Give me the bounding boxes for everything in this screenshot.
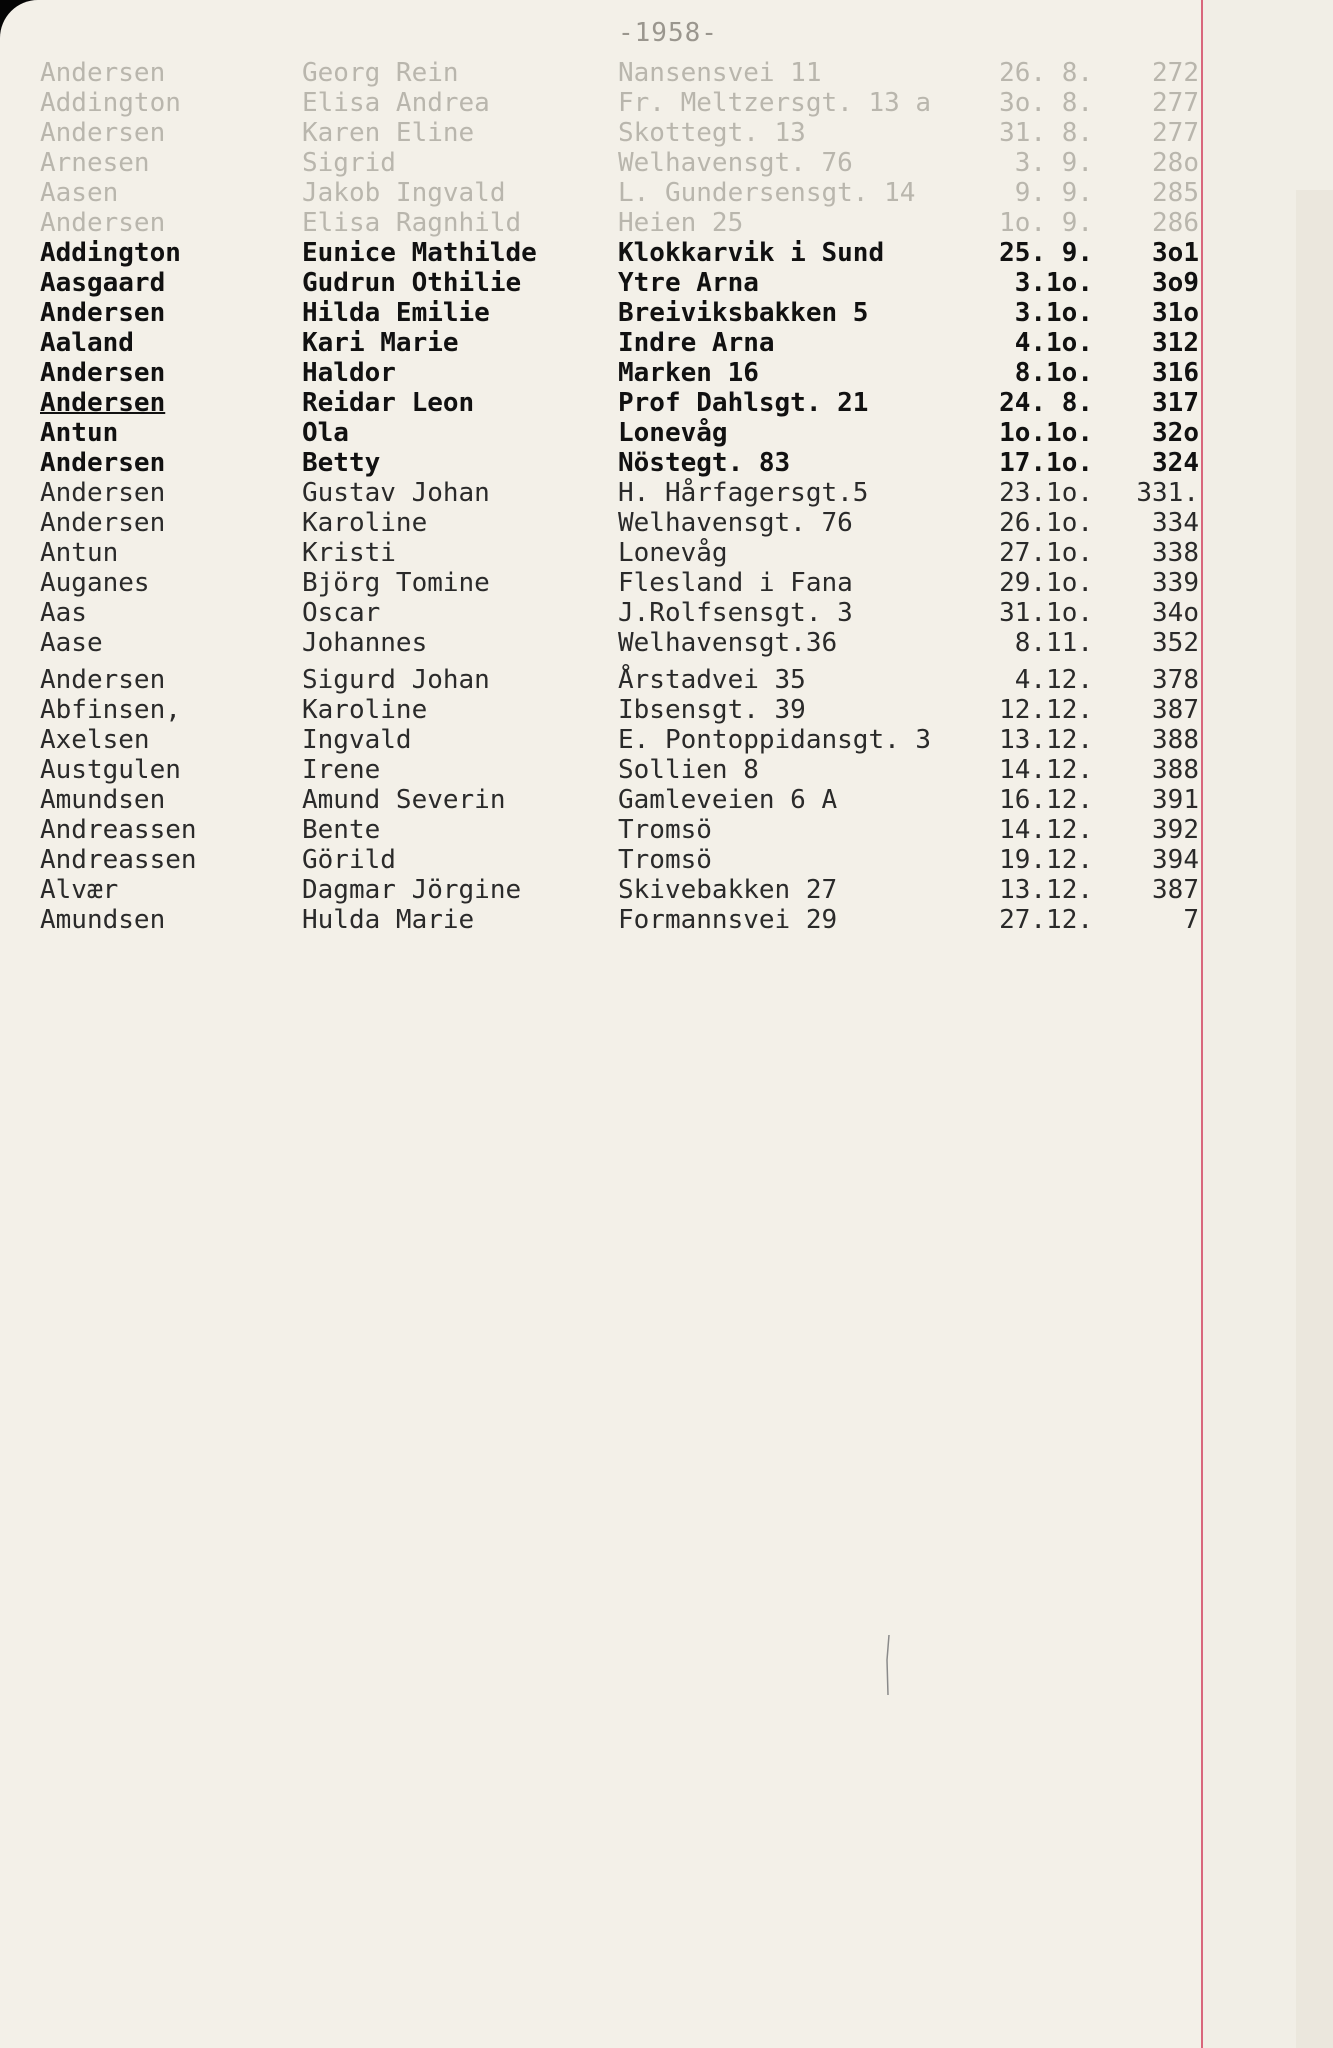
address-cell: E. Pontoppidansgt. 3 xyxy=(618,725,932,755)
surname-cell: Addington xyxy=(40,88,181,118)
register-row xyxy=(0,418,1200,448)
surname-cell: Andersen xyxy=(40,665,166,695)
address-cell: Prof Dahlsgt. 21 xyxy=(618,388,869,418)
register-row xyxy=(0,815,1200,845)
register-row xyxy=(0,118,1200,148)
given-names-cell: Hilda Emilie xyxy=(302,298,490,328)
address-cell: L. Gundersensgt. 14 xyxy=(618,178,916,208)
date-cell: 12.12. xyxy=(999,695,1093,725)
register-row xyxy=(0,755,1200,785)
entry-number-cell: 32o xyxy=(1152,418,1199,448)
surname-cell: Arnesen xyxy=(40,148,150,178)
given-names-cell: Kristi xyxy=(302,538,396,568)
address-cell: Gamleveien 6 A xyxy=(618,785,838,815)
register-row xyxy=(0,905,1200,935)
surname-cell: Axelsen xyxy=(40,725,150,755)
surname-cell: Andersen xyxy=(40,388,166,418)
given-names-cell: Haldor xyxy=(302,358,396,388)
date-cell: 9. 9. xyxy=(1014,178,1093,208)
surname-cell: Aasgaard xyxy=(40,268,166,298)
register-row xyxy=(0,785,1200,815)
register-row xyxy=(0,725,1200,755)
register-row xyxy=(0,845,1200,875)
given-names-cell: Karoline xyxy=(302,508,428,538)
date-cell: 3. 9. xyxy=(1014,148,1093,178)
given-names-cell: Karoline xyxy=(302,695,428,725)
date-cell: 16.12. xyxy=(999,785,1093,815)
entry-number-cell: 392 xyxy=(1152,815,1199,845)
entry-number-cell: 352 xyxy=(1152,628,1199,658)
entry-number-cell: 272 xyxy=(1152,58,1199,88)
entry-number-cell: 34o xyxy=(1152,598,1199,628)
given-names-cell: Johannes xyxy=(302,628,428,658)
given-names-cell: Ingvald xyxy=(302,725,412,755)
page-header: -1958- xyxy=(618,18,718,48)
register-row xyxy=(0,328,1200,358)
address-cell: Welhavensgt. 76 xyxy=(618,508,853,538)
date-cell: 24. 8. xyxy=(999,388,1093,418)
register-row xyxy=(0,695,1200,725)
address-cell: Marken 16 xyxy=(618,358,759,388)
surname-cell: Andersen xyxy=(40,358,166,388)
given-names-cell: Bente xyxy=(302,815,381,845)
given-names-cell: Reidar Leon xyxy=(302,388,475,418)
register-row xyxy=(0,268,1200,298)
surname-cell: Andersen xyxy=(40,478,166,508)
date-cell: 25. 9. xyxy=(999,238,1093,268)
surname-cell: Andersen xyxy=(40,58,166,88)
surname-cell: Amundsen xyxy=(40,785,166,815)
address-cell: Klokkarvik i Sund xyxy=(618,238,885,268)
address-cell: Tromsö xyxy=(618,815,712,845)
address-cell: Skivebakken 27 xyxy=(618,875,838,905)
address-cell: Fr. Meltzersgt. 13 a xyxy=(618,88,932,118)
address-cell: Nöstegt. 83 xyxy=(618,448,791,478)
entry-number-cell: 388 xyxy=(1152,725,1199,755)
entry-number-cell: 391 xyxy=(1152,785,1199,815)
surname-cell: Auganes xyxy=(40,568,150,598)
entry-number-cell: 378 xyxy=(1152,665,1199,695)
surname-cell: Abfinsen, xyxy=(40,695,181,725)
register-row xyxy=(0,538,1200,568)
given-names-cell: Elisa Ragnhild xyxy=(302,208,522,238)
entry-number-cell: 3o1 xyxy=(1152,238,1199,268)
page-edge-shadow xyxy=(1296,190,1333,2048)
margin-line xyxy=(1201,0,1203,2048)
address-cell: Welhavensgt. 76 xyxy=(618,148,853,178)
address-cell: Lonevåg xyxy=(618,418,728,448)
address-cell: Ytre Arna xyxy=(618,268,759,298)
entry-number-cell: 387 xyxy=(1152,695,1199,725)
entry-number-cell: 339 xyxy=(1152,568,1199,598)
entry-number-cell: 3o9 xyxy=(1152,268,1199,298)
given-names-cell: Amund Severin xyxy=(302,785,506,815)
date-cell: 8.1o. xyxy=(1014,358,1093,388)
address-cell: Flesland i Fana xyxy=(618,568,853,598)
surname-cell: Alvær xyxy=(40,875,119,905)
register-row xyxy=(0,448,1200,478)
entry-number-cell: 316 xyxy=(1152,358,1199,388)
address-cell: Formannsvei 29 xyxy=(618,905,838,935)
surname-cell: Antun xyxy=(40,538,119,568)
entry-number-cell: 277 xyxy=(1152,118,1199,148)
entry-number-cell: 317 xyxy=(1152,388,1199,418)
entry-number-cell: 312 xyxy=(1152,328,1199,358)
entry-number-cell: 394 xyxy=(1152,845,1199,875)
date-cell: 14.12. xyxy=(999,755,1093,785)
surname-cell: Andersen xyxy=(40,508,166,538)
date-cell: 26.1o. xyxy=(999,508,1093,538)
surname-cell: Andersen xyxy=(40,448,166,478)
address-cell: J.Rolfsensgt. 3 xyxy=(618,598,853,628)
given-names-cell: Betty xyxy=(302,448,381,478)
address-cell: Welhavensgt.36 xyxy=(618,628,838,658)
entry-number-cell: 387 xyxy=(1152,875,1199,905)
register-row xyxy=(0,88,1200,118)
address-cell: Sollien 8 xyxy=(618,755,759,785)
register-row xyxy=(0,148,1200,178)
surname-cell: Andreassen xyxy=(40,815,197,845)
register-row xyxy=(0,208,1200,238)
address-cell: Lonevåg xyxy=(618,538,728,568)
date-cell: 4.1o. xyxy=(1014,328,1093,358)
address-cell: Nansensvei 11 xyxy=(618,58,822,88)
address-cell: Heien 25 xyxy=(618,208,744,238)
register-row xyxy=(0,875,1200,905)
entry-number-cell: 28o xyxy=(1152,148,1199,178)
register-row xyxy=(0,238,1200,268)
surname-cell: Addington xyxy=(40,238,181,268)
given-names-cell: Kari Marie xyxy=(302,328,459,358)
date-cell: 31. 8. xyxy=(999,118,1093,148)
given-names-cell: Görild xyxy=(302,845,396,875)
given-names-cell: Irene xyxy=(302,755,381,785)
date-cell: 19.12. xyxy=(999,845,1093,875)
given-names-cell: Jakob Ingvald xyxy=(302,178,506,208)
register-row xyxy=(0,598,1200,628)
surname-cell: Aase xyxy=(40,628,103,658)
given-names-cell: Sigurd Johan xyxy=(302,665,490,695)
entry-number-cell: 7 xyxy=(1183,905,1199,935)
surname-cell: Andersen xyxy=(40,208,166,238)
surname-cell: Andreassen xyxy=(40,845,197,875)
address-cell: Ibsensgt. 39 xyxy=(618,695,806,725)
surname-cell: Aas xyxy=(40,598,87,628)
given-names-cell: Karen Eline xyxy=(302,118,475,148)
date-cell: 3.1o. xyxy=(1014,298,1093,328)
given-names-cell: Dagmar Jörgine xyxy=(302,875,522,905)
entry-number-cell: 388 xyxy=(1152,755,1199,785)
pencil-mark xyxy=(885,1635,891,1695)
date-cell: 1o. 9. xyxy=(999,208,1093,238)
given-names-cell: Hulda Marie xyxy=(302,905,475,935)
surname-cell: Austgulen xyxy=(40,755,181,785)
date-cell: 1o.1o. xyxy=(999,418,1093,448)
date-cell: 4.12. xyxy=(1014,665,1093,695)
register-row xyxy=(0,628,1200,658)
register-row xyxy=(0,508,1200,538)
entry-number-cell: 324 xyxy=(1152,448,1199,478)
date-cell: 23.1o. xyxy=(999,478,1093,508)
address-cell: Indre Arna xyxy=(618,328,775,358)
entry-number-cell: 277 xyxy=(1152,88,1199,118)
given-names-cell: Ola xyxy=(302,418,349,448)
register-row xyxy=(0,388,1200,418)
register-row xyxy=(0,178,1200,208)
surname-cell: Aasen xyxy=(40,178,119,208)
entry-number-cell: 334 xyxy=(1152,508,1199,538)
surname-cell: Andersen xyxy=(40,298,166,328)
address-cell: Skottegt. 13 xyxy=(618,118,806,148)
given-names-cell: Gudrun Othilie xyxy=(302,268,522,298)
given-names-cell: Elisa Andrea xyxy=(302,88,490,118)
register-row xyxy=(0,358,1200,388)
date-cell: 14.12. xyxy=(999,815,1093,845)
surname-cell: Antun xyxy=(40,418,119,448)
date-cell: 27.12. xyxy=(999,905,1093,935)
date-cell: 3.1o. xyxy=(1014,268,1093,298)
date-cell: 13.12. xyxy=(999,875,1093,905)
register-row xyxy=(0,58,1200,88)
date-cell: 27.1o. xyxy=(999,538,1093,568)
surname-cell: Aaland xyxy=(40,328,134,358)
entry-number-cell: 285 xyxy=(1152,178,1199,208)
surname-cell: Andersen xyxy=(40,118,166,148)
date-cell: 26. 8. xyxy=(999,58,1093,88)
address-cell: H. Hårfagersgt.5 xyxy=(618,478,869,508)
entry-number-cell: 31o xyxy=(1152,298,1199,328)
given-names-cell: Gustav Johan xyxy=(302,478,490,508)
date-cell: 13.12. xyxy=(999,725,1093,755)
entry-number-cell: 286 xyxy=(1152,208,1199,238)
date-cell: 29.1o. xyxy=(999,568,1093,598)
register-row xyxy=(0,478,1200,508)
given-names-cell: Oscar xyxy=(302,598,381,628)
address-cell: Tromsö xyxy=(618,845,712,875)
given-names-cell: Sigrid xyxy=(302,148,396,178)
register-row xyxy=(0,568,1200,598)
date-cell: 3o. 8. xyxy=(999,88,1093,118)
address-cell: Breiviksbakken 5 xyxy=(618,298,869,328)
date-cell: 17.1o. xyxy=(999,448,1093,478)
register-row xyxy=(0,665,1200,695)
date-cell: 8.11. xyxy=(1014,628,1093,658)
given-names-cell: Eunice Mathilde xyxy=(302,238,537,268)
date-cell: 31.1o. xyxy=(999,598,1093,628)
given-names-cell: Björg Tomine xyxy=(302,568,490,598)
register-row xyxy=(0,298,1200,328)
address-cell: Årstadvei 35 xyxy=(618,665,806,695)
entry-number-cell: 331. xyxy=(1136,478,1199,508)
entry-number-cell: 338 xyxy=(1152,538,1199,568)
surname-cell: Amundsen xyxy=(40,905,166,935)
given-names-cell: Georg Rein xyxy=(302,58,459,88)
